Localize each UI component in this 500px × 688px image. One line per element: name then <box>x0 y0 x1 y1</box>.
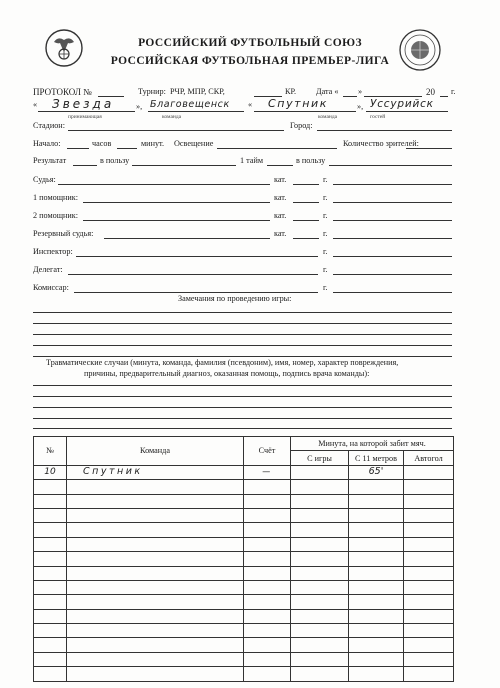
table-row <box>34 523 454 537</box>
quote-close-1: », <box>136 102 143 111</box>
table-cell <box>291 667 349 681</box>
injury-text-2: причины, предварительный диагноз, оказанная помощь, подпись врача команды): <box>84 369 370 378</box>
remarks-title: Замечания по проведению игры: <box>178 294 292 303</box>
table-cell <box>67 508 244 522</box>
col-own-goal: Автогол <box>404 451 454 465</box>
table-cell <box>349 523 404 537</box>
city-label: Город: <box>290 121 313 130</box>
referee-city-label: г. <box>323 175 328 184</box>
table-cell <box>34 552 67 566</box>
caption-team1: команда <box>162 114 182 120</box>
table-cell <box>349 494 404 508</box>
year-suffix: г. <box>451 87 456 96</box>
quote-open-2: « <box>248 100 253 109</box>
table-cell <box>67 624 244 638</box>
row-score: — <box>244 465 291 479</box>
home-team-value: Звезда <box>52 97 115 111</box>
result-label: Результат <box>33 156 67 165</box>
assistant2-label: 2 помощник: <box>33 211 79 220</box>
table-cell <box>34 595 67 609</box>
in-favor-label: в пользу <box>100 156 130 165</box>
table-cell <box>404 508 454 522</box>
table-cell <box>67 595 244 609</box>
assistant1-city-label: г. <box>323 193 328 202</box>
year-label: 20 <box>426 87 435 97</box>
table-cell <box>244 523 291 537</box>
delegate-city-label: г. <box>323 265 328 274</box>
date-mid: » <box>358 87 363 96</box>
table-cell <box>349 508 404 522</box>
table-row <box>34 552 454 566</box>
table-cell <box>404 537 454 551</box>
table-cell <box>34 480 67 494</box>
table-cell <box>404 523 454 537</box>
table-cell <box>291 595 349 609</box>
table-cell <box>349 580 404 594</box>
col-minute-group: Минута, на которой забит мяч. <box>291 437 454 451</box>
reserve-city-label: г. <box>323 229 328 238</box>
table-cell <box>244 638 291 652</box>
assistant1-cat-label: кат. <box>274 193 287 202</box>
table-cell <box>34 494 67 508</box>
away-team-value: Спутник <box>268 97 328 110</box>
table-cell <box>34 537 67 551</box>
table-cell <box>404 552 454 566</box>
table-cell <box>291 552 349 566</box>
table-cell <box>349 552 404 566</box>
start-label: Начало: <box>33 139 61 148</box>
table-cell <box>67 537 244 551</box>
table-cell <box>244 494 291 508</box>
table-row <box>34 465 454 479</box>
table-cell <box>34 652 67 666</box>
table-cell <box>244 552 291 566</box>
table-cell <box>34 523 67 537</box>
table-cell <box>349 595 404 609</box>
table-cell <box>244 667 291 681</box>
reserve-cat-label: кат. <box>274 229 287 238</box>
home-city-value: Благовещенск <box>150 99 230 110</box>
date-label: Дата « <box>316 87 339 96</box>
table-cell <box>349 566 404 580</box>
table-cell <box>404 624 454 638</box>
table-cell <box>404 580 454 594</box>
col-penalty: С 11 метров <box>349 451 404 465</box>
tournament-label: Турнир: <box>138 87 166 96</box>
referee-label: Судья: <box>33 175 56 184</box>
caption-home: принимающая <box>68 114 102 120</box>
table-row <box>34 480 454 494</box>
table-cell <box>291 609 349 623</box>
assistant2-city-label: г. <box>323 211 328 220</box>
table-cell <box>349 480 404 494</box>
table-row <box>34 537 454 551</box>
table-cell <box>67 480 244 494</box>
col-score: Счёт <box>244 437 291 466</box>
table-cell <box>349 667 404 681</box>
table-row <box>34 508 454 522</box>
league-title: РОССИЙСКАЯ ФУТБОЛЬНАЯ ПРЕМЬЕР-ЛИГА <box>110 55 390 67</box>
stadium-label: Стадион: <box>33 121 65 130</box>
table-cell <box>291 638 349 652</box>
table-cell <box>349 638 404 652</box>
table-cell <box>244 624 291 638</box>
spectators-label: Количество зрителей: <box>343 139 419 148</box>
row-penalty: 65' <box>349 465 404 479</box>
row-own-goal <box>404 465 454 479</box>
assistant2-cat-label: кат. <box>274 211 287 220</box>
table-cell <box>67 667 244 681</box>
table-cell <box>244 609 291 623</box>
table-cell <box>244 566 291 580</box>
caption-guests: гостей <box>370 114 386 120</box>
inspector-city-label: г. <box>323 247 328 256</box>
table-row <box>34 566 454 580</box>
table-cell <box>291 580 349 594</box>
table-cell <box>67 638 244 652</box>
table-cell <box>291 523 349 537</box>
quote-open: « <box>33 100 38 109</box>
col-number: № <box>34 437 67 466</box>
table-cell <box>67 580 244 594</box>
table-cell <box>34 638 67 652</box>
table-row <box>34 652 454 666</box>
protocol-label: ПРОТОКОЛ № <box>33 87 92 97</box>
caption-team2: команда <box>318 114 338 120</box>
goals-table <box>33 436 454 682</box>
quote-close-2: », <box>357 102 364 111</box>
col-team: Команда <box>67 437 244 466</box>
kr-label: КР. <box>285 87 297 96</box>
table-cell <box>404 638 454 652</box>
table-cell <box>291 624 349 638</box>
delegate-label: Делегат: <box>33 265 63 274</box>
col-from-play: С игры <box>291 451 349 465</box>
table-cell <box>34 609 67 623</box>
table-cell <box>34 667 67 681</box>
table-cell <box>291 566 349 580</box>
table-cell <box>349 652 404 666</box>
table-cell <box>291 537 349 551</box>
minutes-label: минут. <box>141 139 165 148</box>
table-cell <box>291 494 349 508</box>
row-team: Спутник <box>67 465 244 479</box>
in-favor-label-2: в пользу <box>296 156 326 165</box>
table-row <box>34 638 454 652</box>
lighting-label: Освещение <box>174 139 214 148</box>
table-row <box>34 595 454 609</box>
table-cell <box>404 494 454 508</box>
commissioner-label: Комиссар: <box>33 283 69 292</box>
table-cell <box>404 652 454 666</box>
table-cell <box>404 595 454 609</box>
table-cell <box>349 609 404 623</box>
row-from-play <box>291 465 349 479</box>
table-cell <box>67 494 244 508</box>
table-row <box>34 494 454 508</box>
table-cell <box>34 508 67 522</box>
rfpl-seal-icon <box>398 28 442 72</box>
table-cell <box>244 595 291 609</box>
table-cell <box>349 624 404 638</box>
inspector-label: Инспектор: <box>33 247 73 256</box>
table-cell <box>67 652 244 666</box>
table-cell <box>244 580 291 594</box>
table-cell <box>291 480 349 494</box>
table-cell <box>244 537 291 551</box>
table-cell <box>67 566 244 580</box>
table-cell <box>244 652 291 666</box>
table-cell <box>34 624 67 638</box>
injury-text-1: Травматические случаи (минута, команда, фамилия (псевдоним), имя, номер, характер повреждения, <box>46 358 399 367</box>
table-cell <box>404 480 454 494</box>
hours-label: часов <box>92 139 112 148</box>
table-row <box>34 580 454 594</box>
table-cell <box>291 508 349 522</box>
table-cell <box>404 609 454 623</box>
table-cell <box>404 566 454 580</box>
table-cell <box>244 508 291 522</box>
table-cell <box>244 480 291 494</box>
table-cell <box>349 537 404 551</box>
table-row <box>34 609 454 623</box>
half-label: 1 тайм <box>240 156 264 165</box>
referee-cat-label: кат. <box>274 175 287 184</box>
table-cell <box>34 566 67 580</box>
away-city-value: Уссурийск <box>370 98 434 110</box>
reserve-referee-label: Резервный судья: <box>33 229 94 238</box>
table-cell <box>67 552 244 566</box>
table-cell <box>34 580 67 594</box>
union-title: РОССИЙСКИЙ ФУТБОЛЬНЫЙ СОЮЗ <box>138 37 362 49</box>
assistant1-label: 1 помощник: <box>33 193 79 202</box>
table-cell <box>404 667 454 681</box>
row-number: 10 <box>34 465 67 479</box>
table-cell <box>291 652 349 666</box>
table-cell <box>67 523 244 537</box>
table-row <box>34 667 454 681</box>
tournament-list: РЧР, МПР, СКР, <box>170 87 225 96</box>
table-row <box>34 624 454 638</box>
table-cell <box>67 609 244 623</box>
commissioner-city-label: г. <box>323 283 328 292</box>
